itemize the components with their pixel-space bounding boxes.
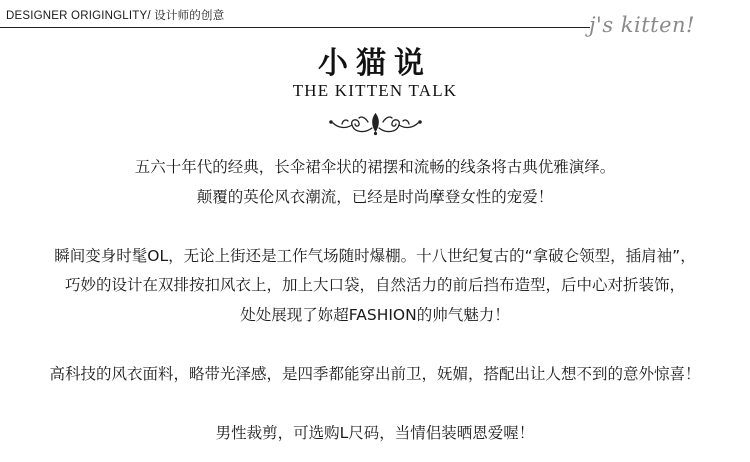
paragraph-line: 处处展现了妳超FASHION的帅气魅力！ (240, 305, 510, 324)
header-separator: / (147, 10, 151, 22)
header-bar (0, 0, 750, 40)
paragraph-line: 巧妙的设计在双排按扣风衣上，加上大口袋，自然活力的前后挡布造型，后中心对折装饰， (64, 276, 685, 295)
brand-logo: j's kitten! (589, 13, 695, 37)
header-divider (0, 27, 590, 28)
header-label-cn: 设计师的创意 (154, 10, 225, 22)
paragraph-line: 男性裁剪，可选购L尺码，当情侣装晒恩爱喔！ (215, 424, 535, 443)
paragraph-line: 颠覆的英伦风衣潮流，已经是时尚摩登女性的宠爱！ (196, 187, 554, 206)
header-label-en: DESIGNER ORIGINGLITY (6, 10, 148, 22)
page-title: 小猫说 (318, 46, 432, 81)
flourish-ornament-icon (328, 110, 423, 136)
header-label (6, 7, 224, 23)
paragraph-line: 高科技的风衣面料，略带光泽感，是四季都能穿出前卫，妩媚，搭配出让人想不到的意外惊喜！ (49, 365, 701, 384)
paragraph-line: 五六十年代的经典，长伞裙伞状的裙摆和流畅的线条将古典优雅演绎。 (134, 158, 616, 176)
description-body (0, 153, 750, 449)
page-subtitle: THE KITTEN TALK (292, 81, 458, 100)
paragraph-line: 瞬间变身时髦OL，无论上街还是工作气场随时爆棚。十八世纪复古的“拿破仑领型，插肩袖”， (54, 246, 696, 265)
